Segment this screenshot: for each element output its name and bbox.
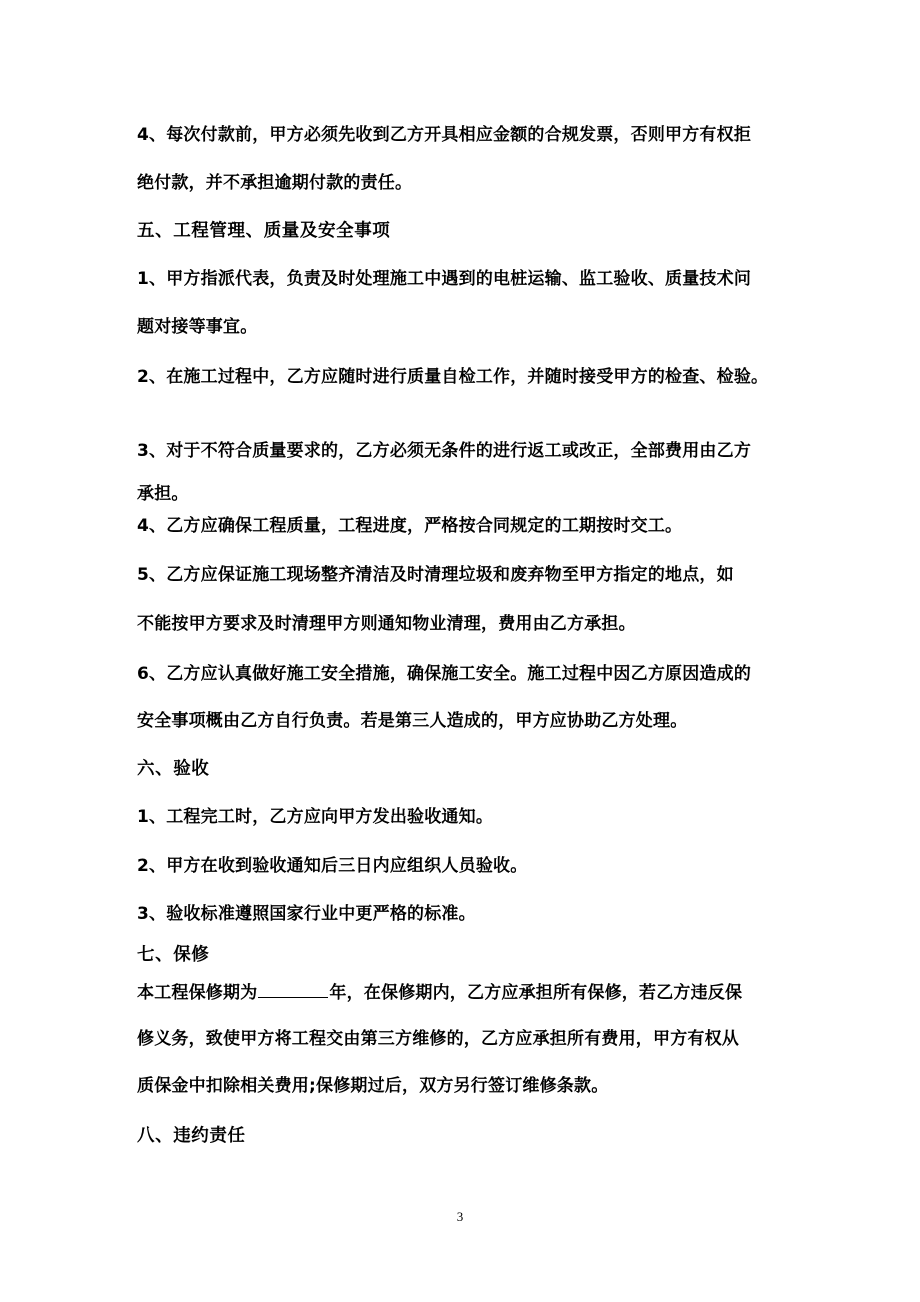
- paragraph-line: 承担。: [137, 484, 189, 504]
- warranty-period-blank: [258, 980, 328, 998]
- paragraph-line: 安全事项概由乙方自行负责。若是第三人造成的，甲方应协助乙方处理。: [137, 711, 688, 731]
- paragraph-line: 3、验收标准遵照国家行业中更严格的标准。: [137, 904, 476, 924]
- paragraph-line: 质保金中扣除相关费用;保修期过后，双方另行签订维修条款。: [137, 1076, 609, 1096]
- paragraph-line: 绝付款，并不承担逾期付款的责任。: [137, 173, 413, 193]
- paragraph-line: 题对接等事宜。: [137, 317, 258, 337]
- paragraph-line: 修义务，致使甲方将工程交由第三方维修的，乙方应承担所有费用，甲方有权从: [137, 1029, 739, 1049]
- paragraph-line: 不能按甲方要求及时清理甲方则通知物业清理，费用由乙方承担。: [137, 614, 636, 634]
- paragraph-line: 2、甲方在收到验收通知后三日内应组织人员验收。: [137, 856, 528, 876]
- paragraph-line: 3、对于不符合质量要求的，乙方必须无条件的进行返工或改正，全部费用由乙方: [137, 441, 752, 461]
- warranty-prefix: 本工程保修期为: [137, 983, 258, 1003]
- page-number: 3: [456, 1209, 464, 1224]
- paragraph-line: 1、甲方指派代表，负责及时处理施工中遇到的电桩运输、监工验收、质量技术问: [137, 269, 752, 289]
- paragraph-line: 4、乙方应确保工程质量，工程进度，严格按合同规定的工期按时交工。: [137, 516, 683, 536]
- paragraph-line: 2、在施工过程中，乙方应随时进行质量自检工作，并随时接受甲方的检查、检验。: [137, 367, 769, 387]
- section-heading: 五、工程管理、质量及安全事项: [137, 221, 391, 241]
- warranty-line: [137, 980, 742, 1004]
- paragraph-line: 4、每次付款前，甲方必须先收到乙方开具相应金额的合规发票，否则甲方有权拒: [137, 125, 752, 145]
- warranty-suffix: 年，在保修期内，乙方应承担所有保修，若乙方违反保: [329, 983, 743, 1003]
- paragraph-line: 6、乙方应认真做好施工安全措施，确保施工安全。施工过程中因乙方原因造成的: [137, 664, 752, 684]
- section-heading: 七、保修: [137, 945, 210, 965]
- section-heading: 八、违约责任: [137, 1126, 246, 1146]
- section-heading: 六、验收: [137, 759, 210, 779]
- paragraph-line: 5、乙方应保证施工现场整齐清洁及时清理垃圾和废弃物至甲方指定的地点，如: [137, 565, 734, 585]
- paragraph-line: 1、工程完工时，乙方应向甲方发出验收通知。: [137, 807, 494, 827]
